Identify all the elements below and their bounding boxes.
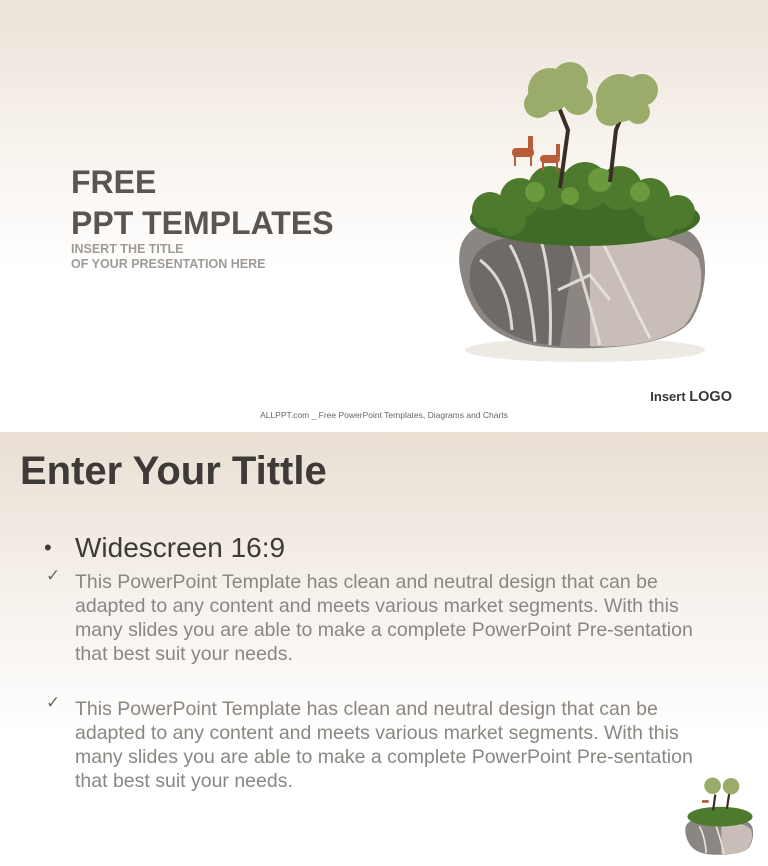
check-item-text: This PowerPoint Template has clean and neutral design that can be adapted to any content and meets various market segments. With this many slides you are able to make a complete PowerPoint Pre-sentation that best suit your needs. <box>75 571 693 665</box>
check-item <box>46 566 726 666</box>
subtitle-line-2: OF YOUR PRESENTATION HERE <box>71 257 266 271</box>
mossy-rock-thumbnail <box>680 774 760 862</box>
title-line-free: FREE <box>71 164 157 200</box>
footer-credit: ALLPPT.com _ Free PowerPoint Templates, Diagrams and Charts <box>260 410 508 420</box>
slide-heading: Enter Your Tittle <box>20 449 327 493</box>
check-icon: ✓ <box>46 566 61 585</box>
check-item <box>46 693 726 793</box>
bullet-item <box>44 532 285 564</box>
check-item-text: This PowerPoint Template has clean and neutral design that can be adapted to any content and meets various market segments. With this many slides you are able to make a complete PowerPoint Pre-sentation that best suit your needs. <box>75 698 693 792</box>
check-icon: ✓ <box>46 693 61 712</box>
mossy-rock-image <box>440 60 730 370</box>
subtitle-line-1: INSERT THE TITLE <box>71 242 184 256</box>
logo-prefix: Insert <box>650 389 686 404</box>
logo-word: LOGO <box>689 389 732 405</box>
title-slide <box>0 0 768 432</box>
bullet-icon: • <box>44 535 52 560</box>
bullet-text: Widescreen 16:9 <box>75 532 286 563</box>
insert-logo-placeholder <box>650 389 732 405</box>
title-line-ppt-templates: PPT TEMPLATES <box>71 205 334 241</box>
